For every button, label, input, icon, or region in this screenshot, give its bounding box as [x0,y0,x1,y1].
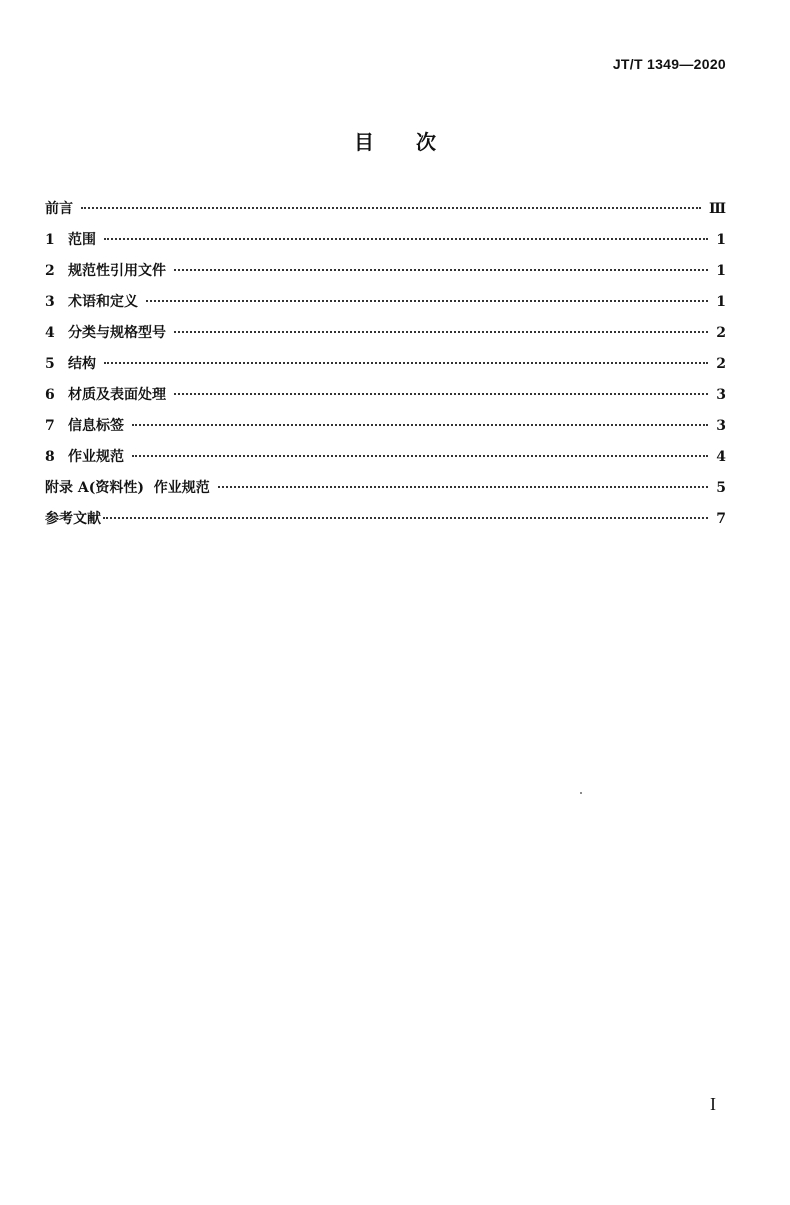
toc-entry-page: 1 [716,294,726,310]
toc-entry-page: 1 [716,232,726,248]
toc-entry-page: 3 [716,387,726,403]
toc-entry-page: 2 [716,356,726,372]
toc-title-char: 目 [354,130,374,154]
toc-leader-dots [218,486,709,488]
toc-entry-page: 4 [716,449,726,465]
toc-entry-operation-spec[interactable] [45,446,726,477]
toc-entry-number: 3 [45,294,55,310]
standard-code: JT/T 1349—2020 [612,56,726,72]
toc-entry-number: 4 [45,325,55,341]
toc-title [0,126,790,155]
toc-entry-label: 前言 [45,201,73,217]
toc-entry-normative-references[interactable] [45,260,726,291]
toc-entry-label: 信息标签 [68,418,124,434]
toc-entry-bibliography[interactable] [45,508,726,539]
toc-entry-structure[interactable] [45,353,726,384]
toc-entry-scope[interactable] [45,229,726,260]
toc-leader-dots [103,517,708,519]
toc-leader-dots [132,455,708,457]
toc-entry-page: 5 [716,480,726,496]
toc-entry-label: 材质及表面处理 [68,387,166,403]
toc-entry-label: 作业规范 [68,449,124,465]
toc-leader-dots [132,424,708,426]
toc-entry-label: 分类与规格型号 [68,325,166,341]
toc-entry-number: 7 [45,418,55,434]
toc-entry-classification[interactable] [45,322,726,353]
toc-entry-materials[interactable] [45,384,726,415]
toc-entry-label: 结构 [68,356,96,372]
toc-entry-number: 5 [45,356,55,372]
toc-entry-page: 1 [716,263,726,279]
toc-entry-preface[interactable] [45,198,726,229]
toc-leader-dots [104,362,708,364]
toc-leader-dots [81,207,701,209]
toc-entry-page: 2 [716,325,726,341]
toc-entry-number: 2 [45,263,55,279]
toc-leader-dots [174,393,708,395]
toc-leader-dots [146,300,708,302]
scan-speck [580,792,582,794]
toc-entry-label: 规范性引用文件 [68,263,166,279]
toc-entry-number: 8 [45,449,55,465]
toc-entry-label: 范围 [68,232,96,248]
toc-entry-page: 7 [716,511,726,527]
toc-leader-dots [174,269,708,271]
toc-entry-page: 3 [716,418,726,434]
toc-entry-label: 术语和定义 [68,294,138,310]
toc-entry-terms-definitions[interactable] [45,291,726,322]
toc-entry-info-label[interactable] [45,415,726,446]
toc-entry-annex-a[interactable] [45,477,726,508]
toc-entry-label: 附录 A(资料性) 作业规范 [45,480,210,496]
toc-leader-dots [104,238,708,240]
toc-entry-number: 6 [45,387,55,403]
toc-entry-number: 1 [45,232,55,248]
toc-entry-page: Ⅲ [708,201,726,217]
toc-entry-label: 参考文献 [45,511,101,527]
table-of-contents [45,198,726,539]
toc-title-char: 次 [416,130,436,154]
page-number: I [710,1094,716,1114]
toc-leader-dots [174,331,708,333]
